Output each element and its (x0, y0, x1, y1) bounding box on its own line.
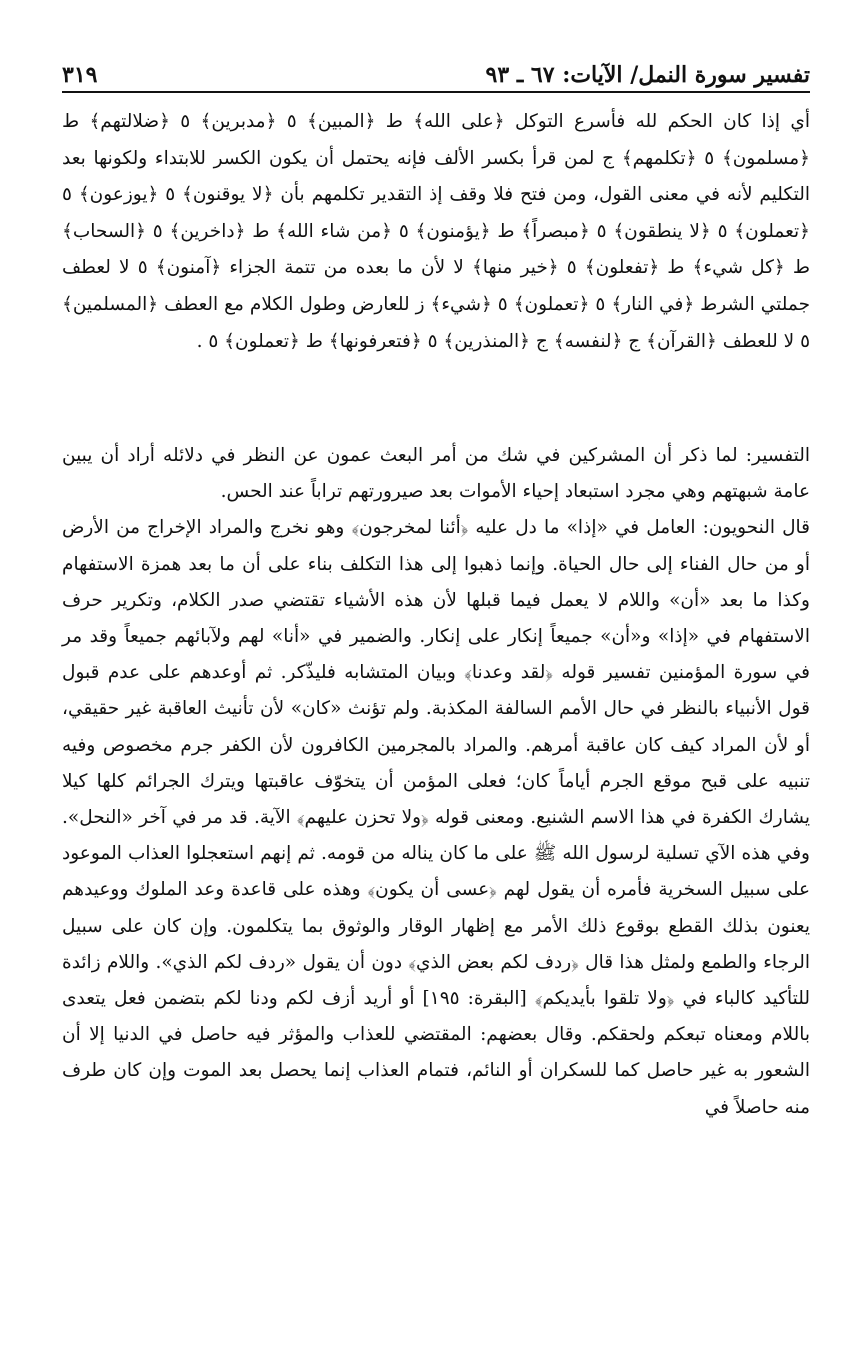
waqf-paragraph: أي إذا كان الحكم لله فأسرع التوكل ﴿على الله﴾ ط ﴿المبين﴾ ٥ ﴿مدبرين﴾ ٥ ﴿ضلالتهم﴾ ط ﴿مسلمون﴾ ٥ ﴿تكلمهم﴾ ج لمن قرأ بكسر الألف فإنه يحتمل أن يكون الكسر للابتداء ولكونها بعد التكليم لأنه في معنى القول، ومن فتح فلا وقف إذ التقدير تكلمهم بأن ﴿لا يوقنون﴾ ٥ ﴿يوزعون﴾ ٥ ﴿تعملون﴾ ٥ ﴿لا ينطقون﴾ ٥ ﴿مبصراً﴾ ط ﴿يؤمنون﴾ ٥ ﴿من شاء الله﴾ ط ﴿داخرين﴾ ٥ ﴿السحاب﴾ ط ﴿كل شيء﴾ ط ﴿تفعلون﴾ ٥ ﴿خير منها﴾ لا لأن ما بعده من تتمة الجزاء ﴿آمنون﴾ ٥ لا لعطف جملتي الشرط ﴿في النار﴾ ٥ ﴿تعملون﴾ ٥ ﴿شيء﴾ ز للعارض وطول الكلام مع العطف ﴿المسلمين﴾ ٥ لا للعطف ﴿القرآن﴾ ج ﴿لنفسه﴾ ج ﴿المنذرين﴾ ٥ ﴿فتعرفونها﴾ ط ﴿تعملون﴾ ٥ . (62, 111, 811, 352)
page-header (62, 48, 810, 88)
header-rule (62, 91, 810, 93)
running-title: تفسير سورة النمل/ الآيات: ٦٧ ـ ٩٣ (485, 62, 810, 88)
waqf-section (62, 104, 810, 360)
page-number: ٣١٩ (62, 62, 98, 88)
tafsir-paragraph-grammar: قال النحويون: العامل في «إذا» ما دل عليه ﴿أئنا لمخرجون﴾ وهو نخرج والمراد الإخراج من الأرض أو من حال الفناء إلى حال الحياة. وإنما ذهبوا إلى هذا التكلف بناء على أن ما بعد همزة الاستفهام وكذا ما بعد «أن» واللام لا يعمل فيما قبلها لأن هذه الأشياء تقتضي صدر الكلام، وتكرير حرف الاستفهام في «إذا» و«أن» جميعاً إنكار على إنكار. والضمير في «أنا» لهم ولآبائهم جميعاً وقد مر في سورة المؤمنين تفسير قوله ﴿لقد وعدنا﴾ وبيان المتشابه فليذّكر. ثم أوعدهم على عدم قبول قول الأنبياء بالنظر في حال الأمم السالفة المكذبة. ولم تؤنث «كان» لأن تأنيث العاقبة غير حقيقي، أو لأن المراد كيف كان عاقبة أمرهم. والمراد بالمجرمين الكافرون لأن الكفر جرم مخصوص وفيه تنبيه على قبح موقع الجرم أياماً كان؛ فعلى المؤمن أن يتخوّف عاقبتها ويترك الجرائم كلها كيلا يشارك الكفرة في هذا الاسم الشنيع. ومعنى قوله ﴿ولا تحزن عليهم﴾ الآية. قد مر في آخر «النحل». وفي هذه الآي تسلية لرسول الله ﷺ على ما كان يناله من قومه. ثم إنهم استعجلوا العذاب الموعود على سبيل السخرية فأمره أن يقول لهم ﴿عسى أن يكون﴾ وهذه على قاعدة وعد الملوك ووعيدهم يعنون بذلك القطع بوقوع ذلك الأمر مع إظهار الوقار والوثوق بما يتكلمون. وإن كان على سبيل الرجاء والطمع ولمثل هذا قال ﴿ردف لكم بعض الذي﴾ دون أن يقول «ردف لكم الذي». واللام زائدة للتأكيد كالباء في ﴿ولا تلقوا بأيديكم﴾ [البقرة: ١٩٥] أو أريد أزف لكم ودنا لكم بتضمن فعل يتعدى باللام ومعناه تبعكم ولحقكم. وقال بعضهم: المقتضي للعذاب والمؤثر فيه حاصل في الدنيا إلا أن الشعور به غير حاصل كما للسكران أو النائم، فتمام العذاب إنما يحصل بعد الموت وإن كان طرف منه حاصلاً في (62, 517, 810, 1118)
tafsir-section (62, 438, 810, 1126)
tafsir-paragraph-intro: التفسير: لما ذكر أن المشركين في شك من أمر البعث عمون عن النظر في دلائله أراد أن يبين عامة شبهتهم وهي مجرد استبعاد إحياء الأموات بعد صيرورتهم تراباً عند الحس. (62, 445, 810, 503)
